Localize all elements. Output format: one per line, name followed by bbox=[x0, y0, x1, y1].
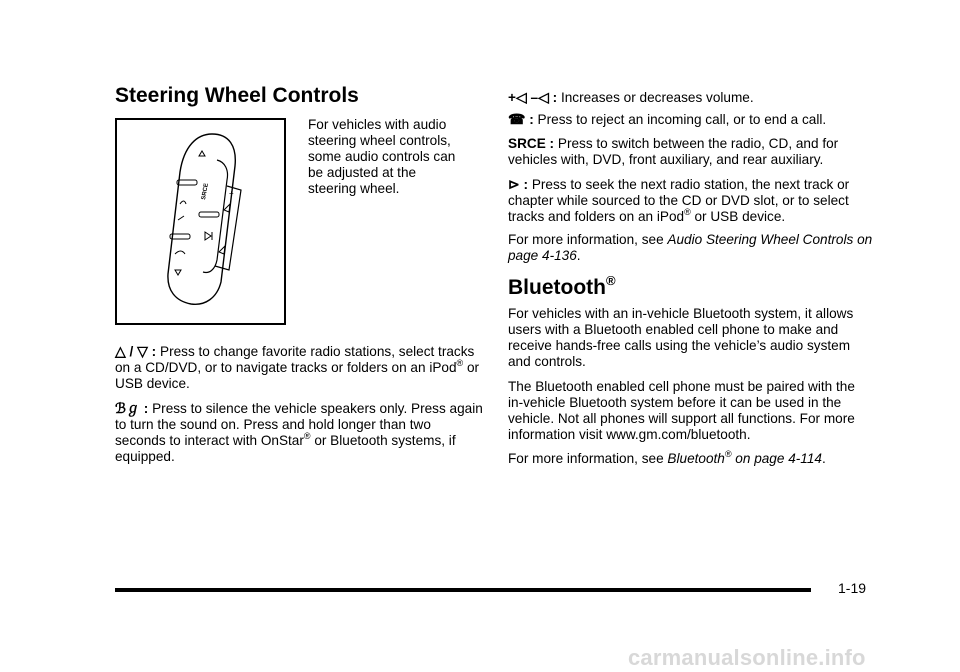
favorite-up-icon: △ bbox=[115, 343, 126, 359]
mute-paragraph: ℬℊ : Press to silence the vehicle speakers only. Press again to turn the sound on. Press and hold longer than two seconds to interact with OnStar® or Bluetooth systems, if equipped. bbox=[115, 400, 483, 464]
end-call-paragraph: ☎ : Press to reject an incoming call, or to end a call. bbox=[508, 111, 827, 127]
bluetooth-pairing-paragraph: The Bluetooth enabled cell phone must be paired with the in-vehicle Bluetooth system before it can be used in the vehicle. Not all phones will support all functions. For more information visit www.gm.com/bluetooth. bbox=[508, 379, 855, 442]
figure-caption: For vehicles with audio steering wheel controls, some audio controls can be adjusted at the steering wheel. bbox=[308, 117, 456, 196]
mute-speaker-icon: ℊ bbox=[126, 400, 141, 416]
more-info-bluetooth-paragraph: For more information, see Bluetooth® on page 4-114. bbox=[508, 449, 826, 466]
page-number: 1-19 bbox=[838, 580, 867, 596]
steering-wheel-controls-figure bbox=[115, 118, 286, 325]
section-heading-steering-wheel-controls: Steering Wheel Controls bbox=[115, 84, 359, 107]
volume-down-icon: ◁ bbox=[538, 89, 549, 105]
bluetooth-page-link[interactable]: Bluetooth® on page 4-114 bbox=[667, 449, 822, 466]
favorite-station-paragraph: △ / ▽ : Press to change favorite radio stations, select tracks on a CD/DVD, or to navigate tracks or folders on an iPod® or USB device. bbox=[115, 343, 480, 391]
steering-wheel-controls-illustration bbox=[117, 120, 284, 323]
favorite-down-icon: ▽ bbox=[137, 343, 148, 359]
srce-label: SRCE bbox=[201, 182, 210, 201]
push-to-talk-icon: ℬ bbox=[115, 400, 127, 416]
end-call-icon: ☎ bbox=[508, 111, 526, 127]
more-info-audio-paragraph: For more information, see Audio Steering Wheel Controls on page 4-136. bbox=[508, 232, 873, 263]
seek-paragraph: ⊳ : Press to seek the next radio station, the next track or chapter while sourced to the CD or DVD slot, or to select tracks and folders on an iPod® or USB device. bbox=[508, 176, 850, 224]
bluetooth-intro-paragraph: For vehicles with an in-vehicle Bluetooth system, it allows users with a Bluetooth enabled cell phone to make and receive hands-free calls using the vehicle’s audio system and controls. bbox=[508, 306, 854, 369]
seek-next-icon: ⊳ bbox=[508, 176, 520, 192]
svg-text:+: + bbox=[229, 189, 234, 198]
volume-paragraph: +◁ –◁ : Increases or decreases volume. bbox=[508, 89, 754, 105]
section-heading-bluetooth: Bluetooth® bbox=[508, 273, 616, 299]
srce-paragraph: SRCE : Press to switch between the radio, CD, and for vehicles with, DVD, front auxiliary, and rear auxiliary. bbox=[508, 136, 839, 167]
volume-up-icon: ◁ bbox=[515, 89, 527, 105]
audio-steering-wheel-controls-link[interactable]: Audio Steering Wheel Controls on page 4-136 bbox=[508, 232, 873, 263]
footer-rule bbox=[115, 588, 811, 592]
watermark: carmanualsonline.info bbox=[628, 645, 866, 670]
